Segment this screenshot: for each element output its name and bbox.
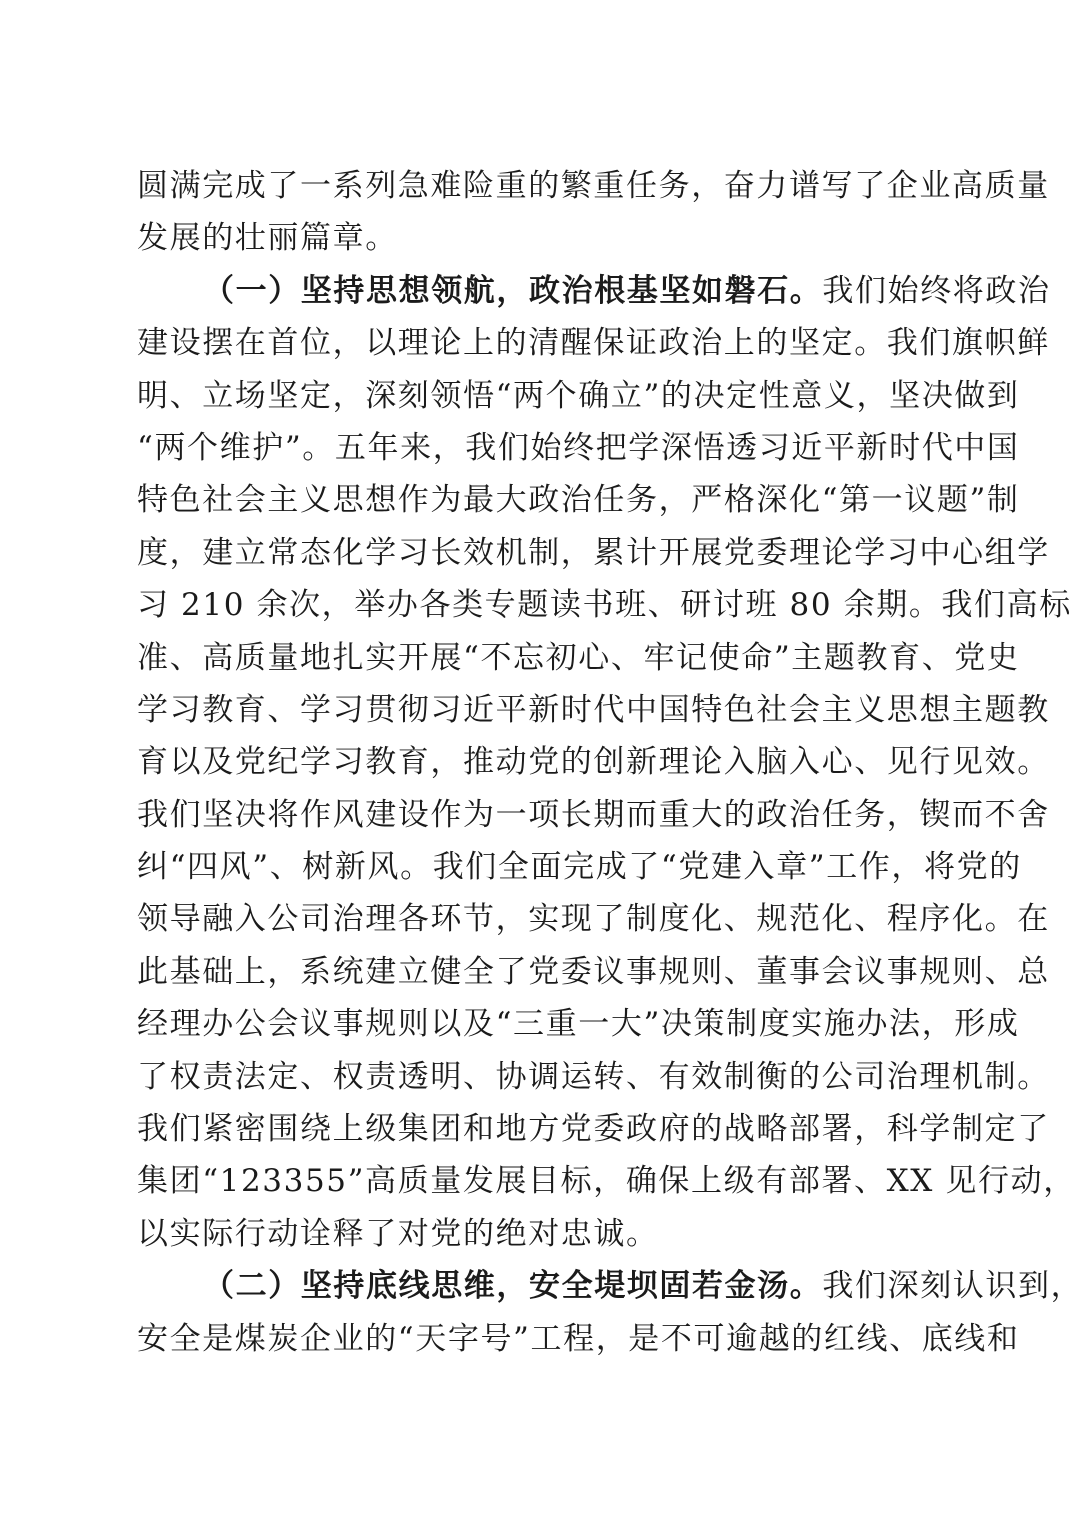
section-heading-line: [137, 265, 1051, 317]
text-line: 发展的壮丽篇章。: [137, 220, 398, 257]
text-line: 特色社会主义思想作为最大政治任务，严格深化“第一议题”制: [137, 482, 1020, 519]
text-line: 经理办公会议事规则以及“三重一大”决策制度实施办法，形成: [137, 1006, 1020, 1043]
document-body: [137, 160, 1083, 1365]
text-run: 我们始终将政治: [822, 272, 1051, 309]
text-line: 我们坚决将作风建设作为一项长期而重大的政治任务，锲而不舍: [137, 796, 1050, 833]
text-line: “两个维护”。五年来，我们始终把学深悟透习近平新时代中国: [137, 429, 1020, 466]
section-heading-1: （一）坚持思想领航，政治根基坚如磐石。: [203, 272, 823, 309]
text-line: 育以及党纪学习教育，推动党的创新理论入脑入心、见行见效。: [137, 744, 1050, 781]
text-line: 了权责法定、权责透明、协调运转、有效制衡的公司治理机制。: [137, 1058, 1050, 1095]
text-line: 学习教育、学习贯彻习近平新时代中国特色社会主义思想主题教: [137, 691, 1050, 728]
section-heading-line: [137, 1260, 1083, 1312]
text-line: 习 210 余次，举办各类专题读书班、研讨班 80 余期。我们高标: [137, 587, 1072, 624]
text-line: 建设摆在首位，以理论上的清醒保证政治上的坚定。我们旗帜鲜: [137, 325, 1050, 362]
text-line: 纠“四风”、树新风。我们全面完成了“党建入章”工作，将党的: [137, 849, 1022, 886]
text-line: 此基础上，系统建立健全了党委议事规则、董事会议事规则、总: [137, 953, 1050, 990]
section-heading-2: （二）坚持底线思维，安全堤坝固若金汤。: [203, 1268, 823, 1305]
text-line: 以实际行动诠释了对党的绝对忠诚。: [137, 1215, 659, 1252]
text-line: 领导融入公司治理各环节，实现了制度化、规范化、程序化。在: [137, 901, 1050, 938]
text-line: 明、立场坚定，深刻领悟“两个确立”的决定性意义，坚决做到: [137, 377, 1020, 414]
text-line: 准、高质量地扎实开展“不忘初心、牢记使命”主题教育、党史: [137, 639, 1020, 676]
text-line: 圆满完成了一系列急难险重的繁重任务，奋力谱写了企业高质量: [137, 168, 1050, 204]
text-line: 集团“123355”高质量发展目标，确保上级有部署、XX 见行动，: [137, 1163, 1076, 1200]
text-line: 安全是煤炭企业的“天字号”工程，是不可逾越的红线、底线和: [137, 1320, 1020, 1357]
text-run: 我们深刻认识到，: [822, 1268, 1083, 1305]
text-line: 度，建立常态化学习长效机制，累计开展党委理论学习中心组学: [137, 534, 1050, 571]
text-line: 我们紧密围绕上级集团和地方党委政府的战略部署，科学制定了: [137, 1111, 1050, 1148]
